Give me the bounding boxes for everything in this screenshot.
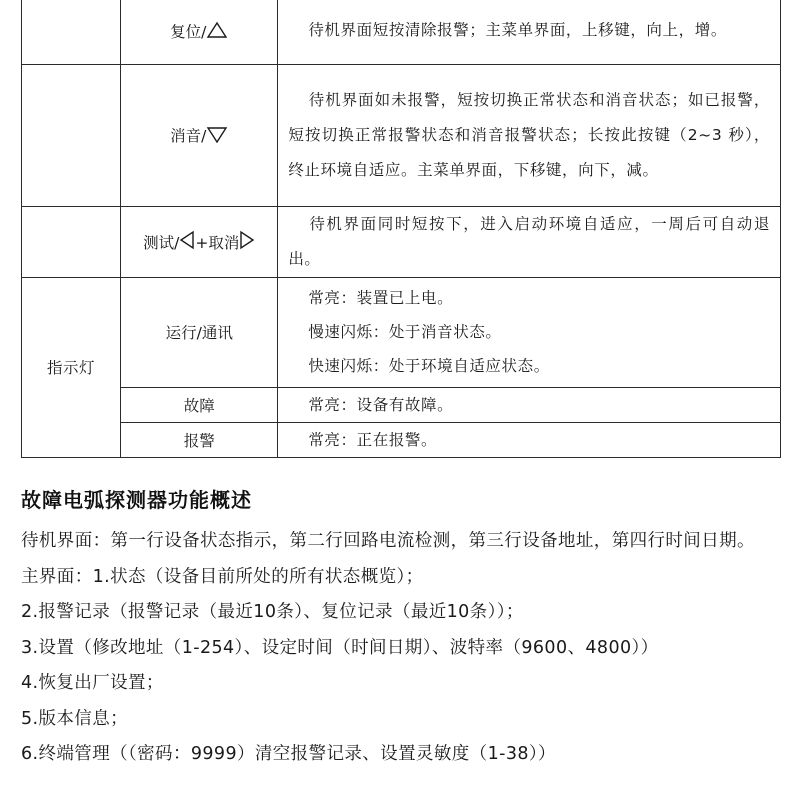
indicator-line: 常亮：设备有故障。	[308, 395, 454, 414]
function-overview-text	[21, 524, 781, 773]
indicator-description-run	[278, 277, 781, 387]
indicator-group-label: 指示灯	[22, 277, 121, 457]
key-name-cancel-label: +取消	[195, 234, 240, 252]
table-row	[22, 64, 781, 206]
table-row	[22, 206, 781, 277]
indicator-name-fault: 故障	[121, 387, 278, 422]
table-row	[22, 0, 781, 64]
key-description-reset	[278, 0, 781, 64]
key-name-reset	[121, 0, 278, 64]
section-title: 故障电弧探测器功能概述	[21, 488, 252, 512]
key-name-label: 复位/	[170, 22, 207, 41]
paragraph: 2.报警记录（报警记录（最近10条）、复位记录（最近10条））；	[21, 602, 524, 622]
indicator-line: 快速闪烁：处于环境自适应状态。	[308, 357, 550, 375]
left-triangle-icon	[179, 230, 195, 250]
down-triangle-icon	[206, 125, 228, 143]
paragraph: 3.设置（修改地址（1-254）、设定时间（时间日期）、波特率（9600、4800））	[21, 637, 659, 658]
key-name-mute	[121, 64, 278, 206]
paragraph: 4.恢复出厂设置；	[21, 673, 164, 693]
paragraph: 主界面：1.状态（设备目前所处的所有状态概览）；	[21, 566, 424, 587]
up-triangle-icon	[206, 21, 228, 39]
description-text: 待机界面同时短按下，进入启动环境自适应，一周后可自动退出。	[288, 214, 770, 268]
indicator-name-run: 运行/通讯	[121, 277, 278, 387]
key-name-label: 消音/	[170, 127, 207, 145]
description-text: 待机界面如未报警，短按切换正常状态和消音状态；如已报警，短按切换正常报警状态和消音报警状态；长按此按键（2~3 秒），终止环境自适应。主菜单界面，下移键，向下，减。	[288, 90, 770, 179]
key-name-label: 测试/	[143, 234, 180, 252]
description-text: 待机界面短按清除报警；主菜单界面，上移键，向上，增。	[308, 21, 727, 40]
paragraph: 5.版本信息；	[21, 708, 128, 729]
table-group-cell-empty	[22, 206, 121, 277]
key-description-mute	[278, 64, 781, 206]
right-triangle-icon	[239, 230, 255, 250]
key-description-test	[278, 206, 781, 277]
indicator-description-alarm	[278, 422, 781, 457]
indicator-line: 常亮：装置已上电。	[308, 289, 454, 307]
button-indicator-table	[21, 0, 781, 458]
key-name-test	[121, 206, 278, 277]
indicator-line: 常亮：正在报警。	[308, 430, 438, 449]
table-row	[22, 422, 781, 457]
paragraph: 6.终端管理（（密码：9999）清空报警记录、设置灵敏度（1-38））	[21, 744, 556, 764]
table-group-cell-empty	[22, 64, 121, 206]
paragraph: 待机界面：第一行设备状态指示，第二行回路电流检测，第三行设备地址，第四行时间日期。	[21, 531, 755, 551]
table-row	[22, 387, 781, 422]
indicator-description-fault	[278, 387, 781, 422]
indicator-name-alarm: 报警	[121, 422, 278, 457]
table-row	[22, 277, 781, 387]
indicator-line: 慢速闪烁：处于消音状态。	[308, 323, 502, 341]
table-group-cell-empty	[22, 0, 121, 64]
